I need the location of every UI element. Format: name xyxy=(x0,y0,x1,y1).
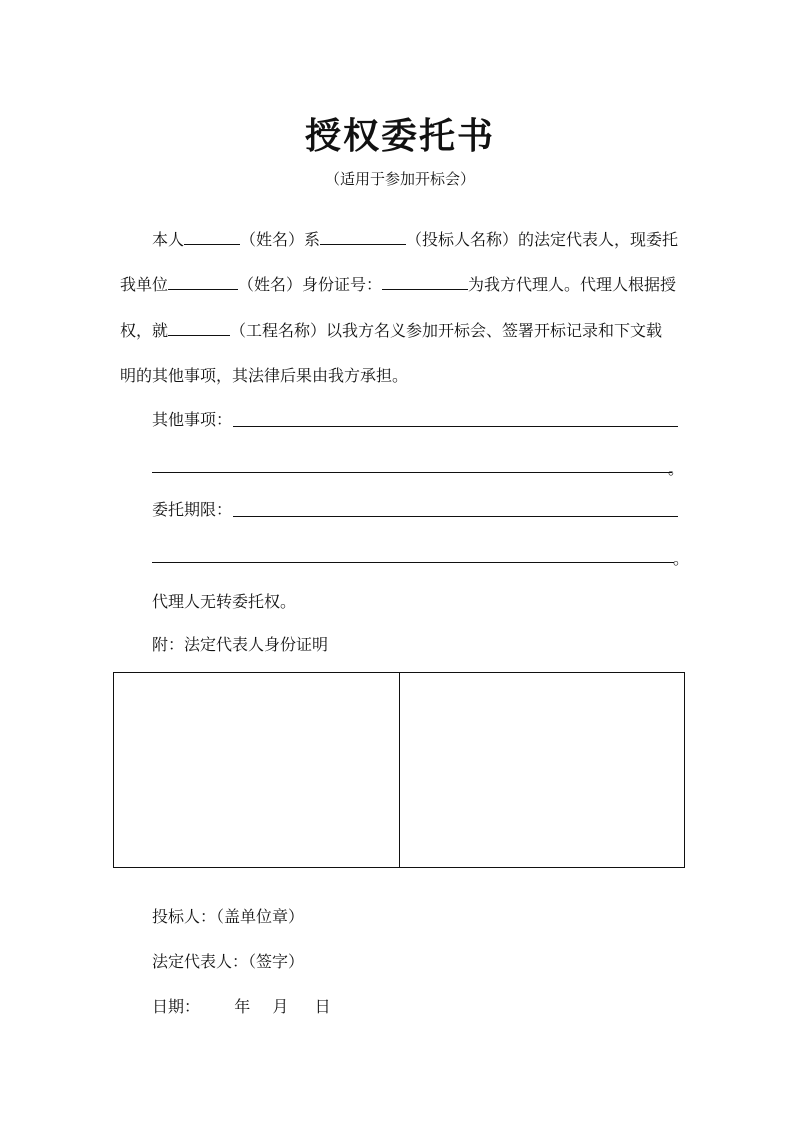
bidder-name-blank[interactable] xyxy=(320,228,406,245)
paragraph-line-4: 明的其他事项，其法律后果由我方承担。 xyxy=(120,366,409,385)
id-card-front-area[interactable] xyxy=(114,673,399,867)
period-mark: 。 xyxy=(673,549,690,568)
id-number-blank[interactable] xyxy=(382,273,468,290)
date-day: 日 xyxy=(314,997,331,1016)
text-segment: 本人 xyxy=(152,230,185,249)
text-segment: （姓名）身份证号： xyxy=(238,275,383,294)
date-year: 年 xyxy=(234,997,251,1016)
other-matters-label: 其他事项： xyxy=(152,410,233,429)
paragraph-line-2 xyxy=(120,273,676,295)
text-segment: 权，就 xyxy=(120,321,169,340)
id-card-back-area[interactable] xyxy=(400,673,684,867)
text-segment: 为我方代理人。代理人根据授 xyxy=(468,275,677,294)
attachment-text: 附：法定代表人身份证明 xyxy=(152,635,329,654)
date-month: 月 xyxy=(272,997,289,1016)
name-blank[interactable] xyxy=(184,228,240,245)
text-segment: 我单位 xyxy=(120,275,169,294)
document-title: 授权委托书 xyxy=(304,115,495,157)
bidder-seal-line: 投标人：（盖单位章） xyxy=(152,907,305,926)
date-line xyxy=(152,997,331,1017)
legal-rep-signature-line: 法定代表人：（签字） xyxy=(152,952,305,971)
entrust-period-label: 委托期限： xyxy=(152,500,233,519)
text-segment: （姓名）系 xyxy=(240,230,321,249)
paragraph-line-3 xyxy=(120,319,662,341)
date-label: 日期： xyxy=(152,997,201,1016)
paragraph-line-1 xyxy=(152,228,678,250)
id-card-attachment-box xyxy=(113,672,685,868)
text-segment: （工程名称）以我方名义参加开标会、签署开标记录和下文载 xyxy=(230,321,663,340)
other-matters-line-2[interactable] xyxy=(152,472,672,473)
period-mark: 。 xyxy=(668,459,685,478)
entrust-period-line-1[interactable] xyxy=(233,516,678,517)
document-subtitle: （适用于参加开标会） xyxy=(324,170,475,188)
no-subdelegation-text: 代理人无转委托权。 xyxy=(152,592,297,611)
project-name-blank[interactable] xyxy=(168,319,230,336)
text-segment: （投标人名称）的法定代表人，现委托 xyxy=(406,230,679,249)
entrust-period-line-2[interactable] xyxy=(152,562,674,563)
agent-name-blank[interactable] xyxy=(168,273,238,290)
other-matters-line-1[interactable] xyxy=(233,426,678,427)
